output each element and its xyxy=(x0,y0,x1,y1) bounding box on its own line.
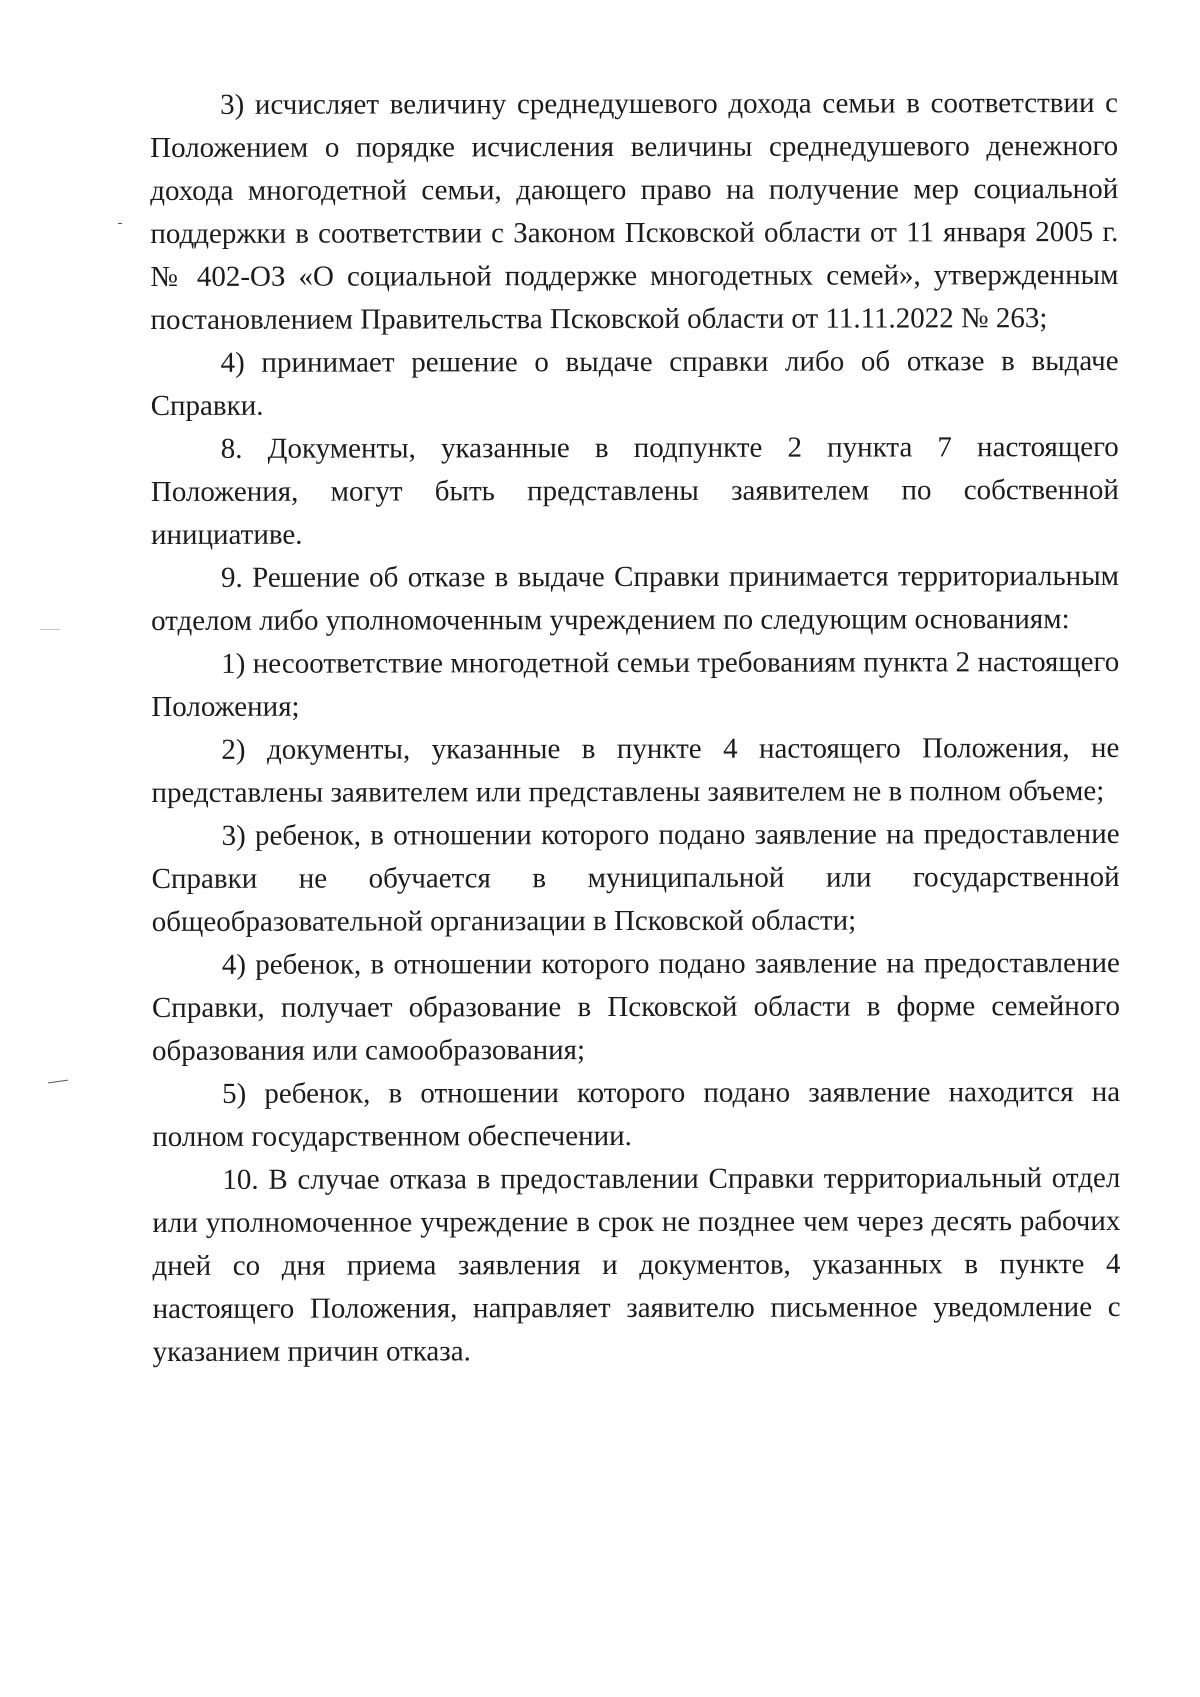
paragraph-item-9-1: 1) несоответствие многодетной семьи требованиям пункта 2 настоящего Положения; xyxy=(151,645,1120,723)
document-body xyxy=(150,82,1121,1374)
scan-mark xyxy=(118,223,122,224)
paragraph-clause-9: 9. Решение об отказе в выдаче Справки принимается территориальным отделом либо уполномоченным учреждением по следующим основаниям: xyxy=(151,559,1120,637)
scan-mark xyxy=(48,1080,68,1084)
paragraph-item-9-2: 2) документы, указанные в пункте 4 настоящего Положения, не представлены заявителем или представлены заявителем не в полном объеме; xyxy=(151,731,1120,809)
paragraph-item-9-4: 4) ребенок, в отношении которого подано заявление на предоставление Справки, получает образование в Псковской области в форме семейного образования или самообразования; xyxy=(151,946,1120,1067)
paragraph-item-9-3: 3) ребенок, в отношении которого подано заявление на предоставление Справки не обучается в муниципальной или государственной общеобразовательной организации в Псковской области; xyxy=(151,817,1120,938)
paragraph-clause-8: 8. Документы, указанные в подпункте 2 пункта 7 настоящего Положения, могут быть представлены заявителем по собственной инициативе. xyxy=(150,430,1119,551)
scan-mark xyxy=(40,629,60,630)
paragraph-item-9-5: 5) ребенок, в отношении которого подано заявление находится на полном государственном обеспечении. xyxy=(152,1075,1121,1153)
paragraph-item-7-4: 4) принимает решение о выдаче справки либо об отказе в выдаче Справки. xyxy=(150,344,1119,422)
paragraph-item-7-3: 3) исчисляет величину среднедушевого дохода семьи в соответствии с Положением о порядке исчисления величины среднедушевого денежного дохода многодетной семьи, дающего право на получение мер социальной поддержки в соответствии с Законом Псковской области от 11 января 2005 г. № 402-ОЗ «О социальной поддержке многодетных семей», утвержденным постановлением Правительства Псковской области от 11.11.2022 № 263; xyxy=(150,86,1119,336)
paragraph-clause-10: 10. В случае отказа в предоставлении Справки территориальный отдел или уполномоченное учреждение в срок не позднее чем через десять рабочих дней со дня приема заявления и документов, указанных в пункте 4 настоящего Положения, направляет заявителю письменное уведомление с указанием причин отказа. xyxy=(152,1161,1121,1368)
